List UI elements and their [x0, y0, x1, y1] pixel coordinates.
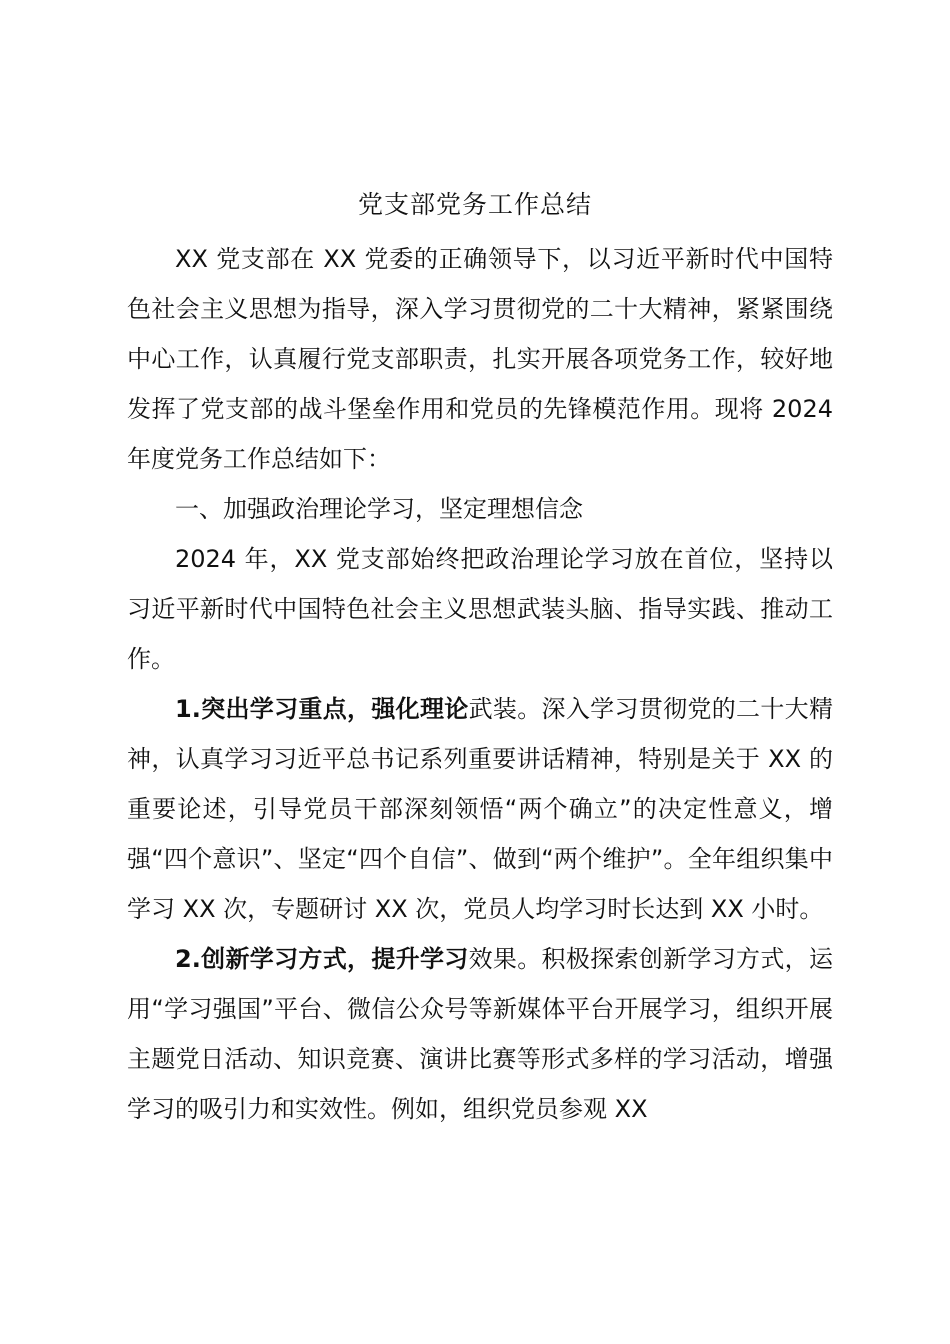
item-1-paragraph	[127, 684, 833, 934]
item-2-lead: 2.创新学习方式，提升学习	[175, 945, 469, 973]
section-1-paragraph	[127, 534, 833, 684]
item-1-text: 武装。深入学习贯彻党的二十大精神，认真学习习近平总书记系列重要讲话精神，特别是关于 XX 的重要论述，引导党员干部深刻领悟“两个确立”的决定性意义，增强“四个意识”、坚定“四个自信”、做到“两个维护”。全年组织集中学习 XX 次，专题研讨 XX 次，党员人均学习时长达到 XX 小时。	[127, 695, 833, 923]
document-body	[127, 234, 833, 1134]
section-1-paragraph-text: 2024 年，XX 党支部始终把政治理论学习放在首位，坚持以习近平新时代中国特色社会主义思想武装头脑、指导实践、推动工作。	[127, 545, 833, 673]
section-heading-1	[127, 484, 833, 534]
intro-paragraph-text: XX 党支部在 XX 党委的正确领导下，以习近平新时代中国特色社会主义思想为指导，深入学习贯彻党的二十大精神，紧紧围绕中心工作，认真履行党支部职责，扎实开展各项党务工作，较好地发挥了党支部的战斗堡垒作用和党员的先锋模范作用。现将 2024 年度党务工作总结如下：	[127, 245, 833, 473]
intro-paragraph	[127, 234, 833, 484]
document-title: 党支部党务工作总结	[357, 190, 592, 219]
item-2-text: 效果。积极探索创新学习方式，运用“学习强国”平台、微信公众号等新媒体平台开展学习，组织开展主题党日活动、知识竞赛、演讲比赛等形式多样的学习活动，增强学习的吸引力和实效性。例如，组织党员参观 XX	[127, 945, 833, 1123]
item-2-paragraph	[127, 934, 833, 1134]
item-1-lead: 1.突出学习重点，强化理论	[175, 695, 469, 723]
section-heading-1-text: 一、加强政治理论学习，坚定理想信念	[175, 495, 583, 523]
